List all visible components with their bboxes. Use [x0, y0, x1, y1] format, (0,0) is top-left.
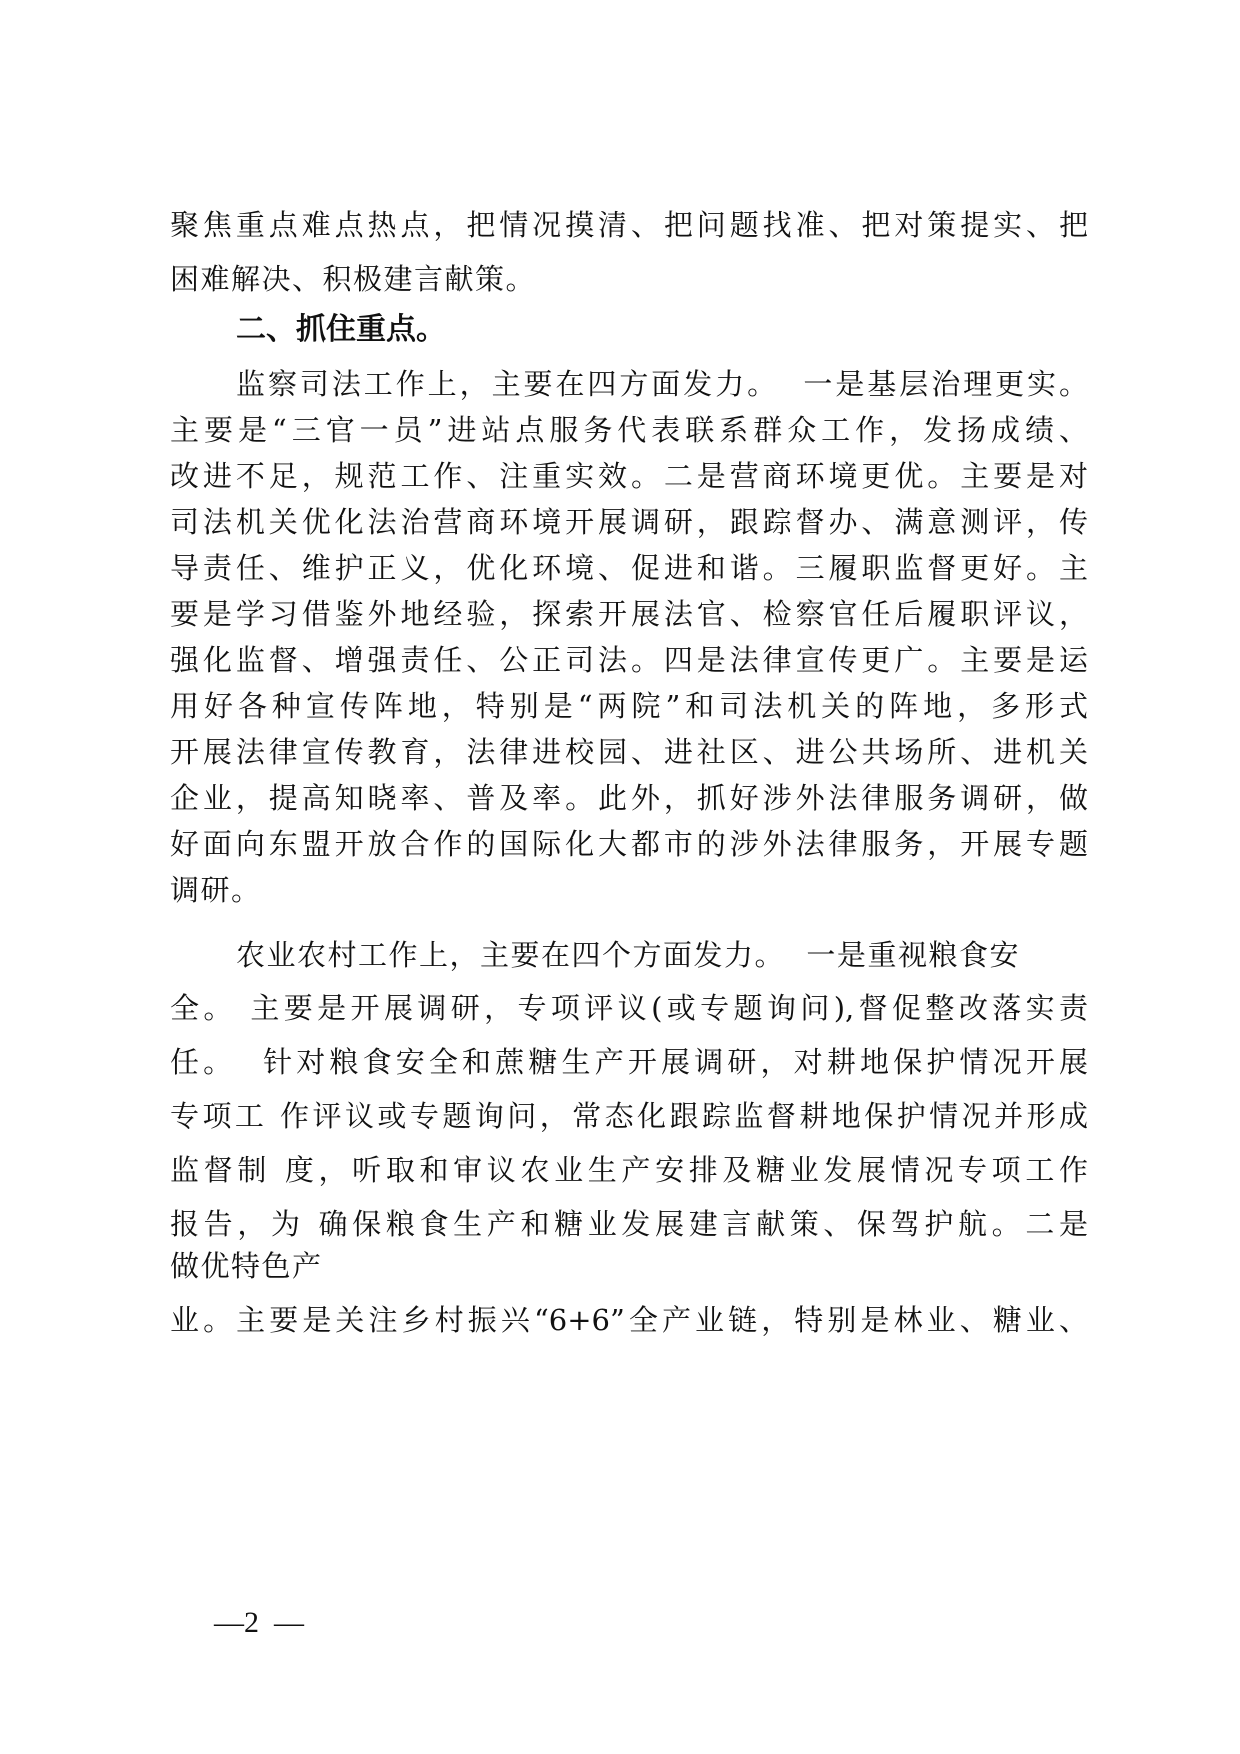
body-text-line: 农业农村工作上，主要在四个方面发力。 一是重视粮食安 — [236, 938, 1020, 972]
page-number: —2 — — [214, 1606, 304, 1639]
body-text-line: 报告，为 确保粮食生产和糖业发展建言献策、保驾护航。二是 — [170, 1207, 1088, 1241]
body-text-line: 要是学习借鉴外地经验，探索开展法官、检察官任后履职评议， — [170, 597, 1088, 631]
body-text-line: 聚焦重点难点热点，把情况摸清、把问题找准、把对策提实、把 — [170, 208, 1088, 242]
body-text-line: 困难解决、积极建言献策。 — [170, 262, 537, 296]
body-text-line: 业。主要是关注乡村振兴“6+6”全产业链，特别是林业、糖业、 — [170, 1303, 1088, 1337]
body-text-line: 任。 针对粮食安全和蔗糖生产开展调研，对耕地保护情况开展 — [170, 1045, 1088, 1079]
body-text-line: 全。 主要是开展调研，专项评议(或专题询问),督促整改落实责 — [170, 991, 1088, 1025]
body-text-line: 司法机关优化法治营商环境开展调研，跟踪督办、满意测评，传 — [170, 505, 1088, 539]
body-text-line: 调研。 — [170, 873, 262, 907]
body-text-line: 导责任、维护正义，优化环境、促进和谐。三履职监督更好。主 — [170, 551, 1088, 585]
body-text-line: 好面向东盟开放合作的国际化大都市的涉外法律服务，开展专题 — [170, 827, 1088, 861]
body-text-line: 强化监督、增强责任、公正司法。四是法律宣传更广。主要是运 — [170, 643, 1088, 677]
body-text-line: 监督制 度，听取和审议农业生产安排及糖业发展情况专项工作 — [170, 1153, 1088, 1187]
body-text-line: 主要是“三官一员”进站点服务代表联系群众工作，发扬成绩、 — [170, 413, 1088, 447]
body-text-line: 做优特色产 — [170, 1249, 323, 1283]
body-text-line: 开展法律宣传教育，法律进校园、进社区、进公共场所、进机关 — [170, 735, 1088, 769]
body-text-line: 改进不足，规范工作、注重实效。二是营商环境更优。主要是对 — [170, 459, 1088, 493]
body-text-line: 用好各种宣传阵地，特别是“两院”和司法机关的阵地，多形式 — [170, 689, 1088, 723]
body-text-line: 企业，提高知晓率、普及率。此外，抓好涉外法律服务调研，做 — [170, 781, 1088, 815]
section-heading: 二、抓住重点。 — [236, 312, 446, 347]
body-text-line: 监察司法工作上，主要在四方面发力。 一是基层治理更实。 — [236, 367, 1088, 401]
body-text-line: 专项工 作评议或专题询问，常态化跟踪监督耕地保护情况并形成 — [170, 1099, 1088, 1133]
